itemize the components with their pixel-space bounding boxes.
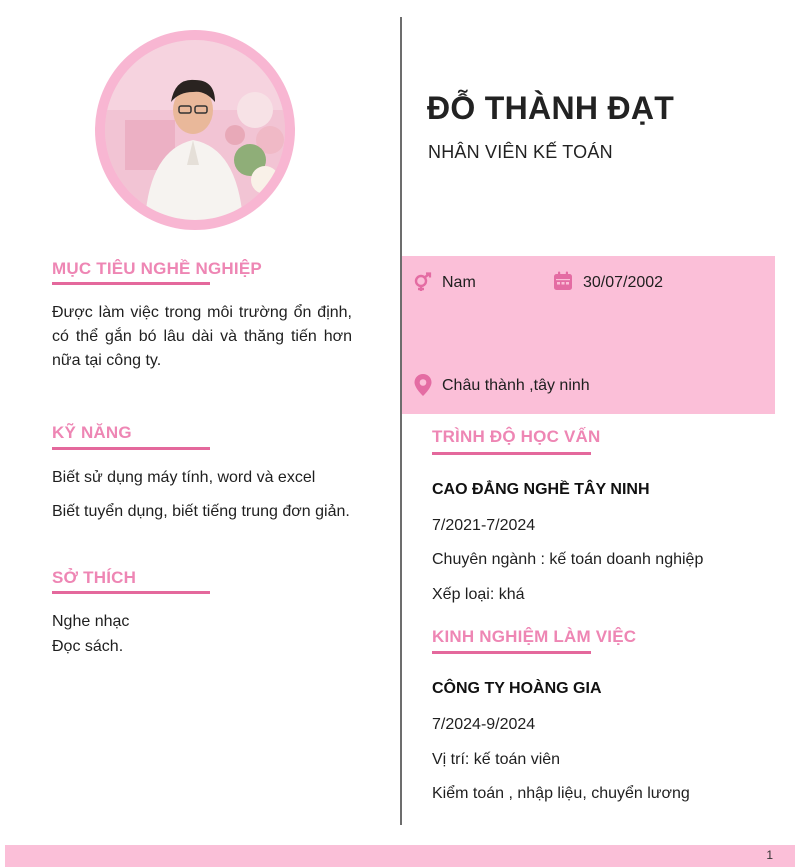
skills-title: KỸ NĂNG [52, 423, 132, 442]
page-number: 1 [766, 848, 773, 862]
column-divider [400, 17, 402, 825]
experience-underline [432, 651, 591, 654]
experience-period: 7/2024-9/2024 [432, 716, 536, 733]
avatar-frame [95, 30, 295, 230]
school-name: CAO ĐẲNG NGHỀ TÂY NINH [432, 481, 650, 498]
hobbies-underline [52, 591, 210, 594]
career-objective-underline [52, 282, 210, 285]
career-objective-title: MỤC TIÊU NGHỀ NGHIỆP [52, 259, 262, 278]
skills-underline [52, 447, 210, 450]
education-major: Chuyên ngành : kế toán doanh nghiệp [432, 551, 704, 568]
avatar [105, 40, 285, 220]
gender-icon [413, 272, 433, 297]
experience-position: Vị trí: kế toán viên [432, 751, 561, 768]
calendar-icon [553, 271, 573, 296]
avatar-photo [105, 40, 285, 220]
footer-bar [5, 845, 795, 867]
birthdate-value: 30/07/2002 [583, 274, 664, 291]
education-underline [432, 452, 591, 455]
candidate-name: ĐỖ THÀNH ĐẠT [427, 90, 675, 126]
hobby-item: Nghe nhạc [52, 613, 130, 630]
skill-item: Biết tuyển dụng, biết tiếng trung đơn giản. [52, 503, 350, 520]
education-period: 7/2021-7/2024 [432, 517, 536, 534]
career-objective-text: Được làm việc trong môi trường ổn định, có thể gắn bó lâu dài và thăng tiến hơn nữa tại công ty. [52, 304, 352, 369]
experience-title: KINH NGHIỆM LÀM VIỆC [432, 627, 637, 646]
skill-item: Biết sử dụng máy tính, word và excel [52, 469, 316, 486]
job-title: NHÂN VIÊN KẾ TOÁN [428, 142, 613, 162]
gender-value: Nam [442, 274, 476, 291]
hobby-item: Đọc sách. [52, 638, 124, 655]
experience-duties: Kiểm toán , nhập liệu, chuyển lương [432, 785, 690, 802]
company-name: CÔNG TY HOÀNG GIA [432, 680, 602, 697]
education-grade: Xếp loại: khá [432, 586, 525, 603]
personal-info-panel [402, 256, 775, 414]
education-title: TRÌNH ĐỘ HỌC VẤN [432, 427, 601, 446]
location-pin-icon [414, 374, 432, 401]
address-value: Châu thành ,tây ninh [442, 377, 590, 394]
hobbies-title: SỞ THÍCH [52, 568, 137, 587]
